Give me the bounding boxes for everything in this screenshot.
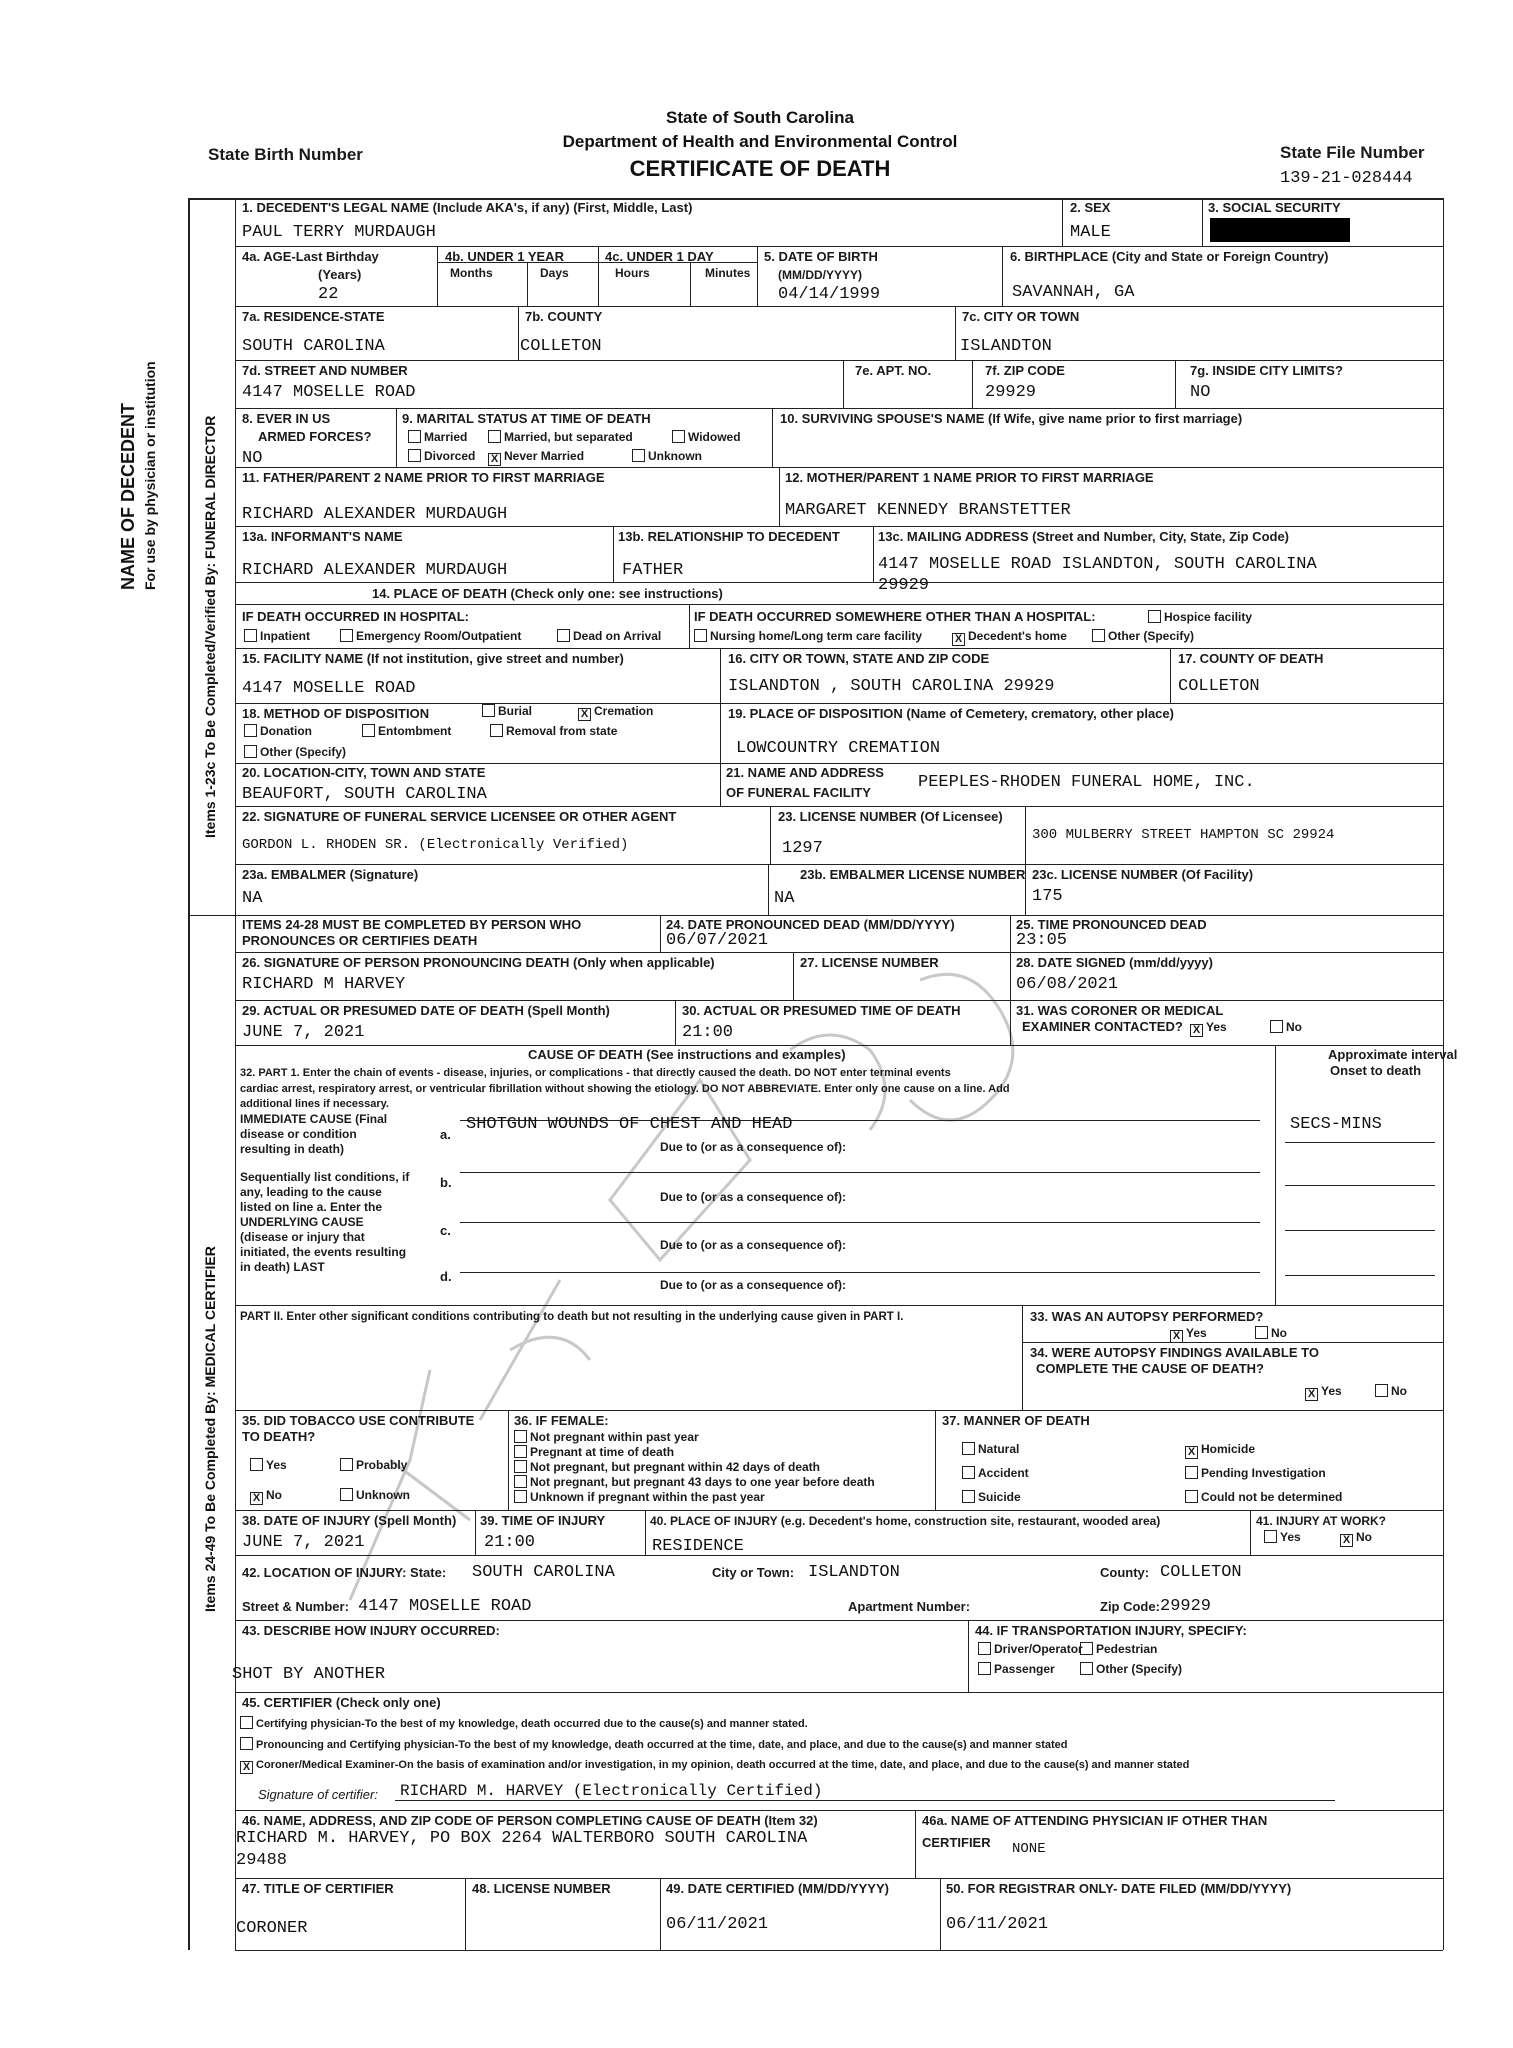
sequential-4: UNDERLYING CAUSE (240, 1215, 364, 1229)
certifier-signature: RICHARD M. HARVEY (Electronically Certified) (400, 1782, 823, 1800)
part1-line2: cardiac arrest, respiratory arrest, or ventricular fibrillation without showing the etiology. DO NOT ABBREVIATE. Enter only one cause on a line. Add (240, 1083, 1010, 1095)
manner-accident[interactable]: Accident (962, 1466, 1029, 1480)
residence-state: SOUTH CAROLINA (242, 337, 385, 356)
f23a-label: 23a. EMBALMER (Signature) (242, 867, 419, 882)
certifier-opt-2[interactable]: Pronouncing and Certifying physician-To the best of my knowledge, death occurred at the time, date, and place, and due to the cause(s) and manner stated (240, 1737, 1068, 1752)
attending-physician: NONE (1012, 1841, 1046, 1857)
residence-city: ISLANDTON (960, 337, 1052, 356)
relationship-value: FATHER (622, 561, 684, 580)
f4b-months: Months (450, 266, 493, 280)
part2-label: PART II. Enter other significant conditions contributing to death but not resulting in the underlying cause given in PART I. (240, 1311, 904, 1323)
f25-label: 25. TIME PRONOUNCED DEAD (1016, 917, 1207, 932)
f37-label: 37. MANNER OF DEATH (942, 1413, 1090, 1428)
f43-label: 43. DESCRIBE HOW INJURY OCCURRED: (242, 1623, 500, 1638)
f49-label: 49. DATE CERTIFIED (MM/DD/YYYY) (666, 1881, 889, 1896)
pod-other[interactable]: Other (Specify) (1092, 629, 1194, 643)
cause-completer: RICHARD M. HARVEY, PO BOX 2264 WALTERBORO SOUTH CAROLINA (236, 1829, 808, 1848)
f50-label: 50. FOR REGISTRAR ONLY- DATE FILED (MM/DD/YYYY) (946, 1881, 1292, 1896)
mailing-address-zip: 29929 (878, 576, 930, 595)
f23c-label: 23c. LICENSE NUMBER (Of Facility) (1032, 867, 1254, 882)
part1-line3: additional lines if necessary. (240, 1098, 389, 1110)
f41-label: 41. INJURY AT WORK? (1256, 1514, 1387, 1528)
f28-label: 28. DATE SIGNED (mm/dd/yyyy) (1016, 955, 1213, 970)
f7b-label: 7b. COUNTY (525, 309, 603, 324)
transport-pedestrian[interactable]: Pedestrian (1080, 1642, 1157, 1656)
cause-line-a: SHOTGUN WOUNDS OF CHEST AND HEAD (466, 1115, 793, 1134)
f46a-label2: CERTIFIER (922, 1835, 991, 1850)
disp-removal[interactable]: Removal from state (490, 724, 617, 738)
side-for-use: For use by physician or institution (142, 361, 158, 590)
county-of-death: COLLETON (1178, 677, 1260, 696)
disp-burial[interactable]: Burial (482, 704, 532, 718)
f23b-label: 23b. EMBALMER LICENSE NUMBER (800, 867, 1026, 882)
state-file-number-label: State File Number (1280, 143, 1425, 162)
side-funeral-director: Items 1-23c To Be Completed/Verified By: FUNERAL DIRECTOR (202, 415, 218, 838)
injury-zip-label: Zip Code: (1100, 1599, 1160, 1614)
ssn-redaction (1210, 218, 1350, 242)
licensee-number: 1297 (782, 839, 823, 858)
f14-label: 14. PLACE OF DEATH (Check only one: see instructions) (372, 586, 723, 601)
f7d-label: 7d. STREET AND NUMBER (242, 363, 408, 378)
residence-zip: 29929 (985, 383, 1037, 402)
disp-other[interactable]: Other (Specify) (244, 745, 346, 759)
f20-label: 20. LOCATION-CITY, TOWN AND STATE (242, 765, 486, 780)
f3-label: 3. SOCIAL SECURITY (1208, 200, 1341, 215)
immediate-cause-3: resulting in death) (240, 1142, 345, 1156)
immediate-cause-1: IMMEDIATE CAUSE (Final (240, 1112, 388, 1126)
injury-description: SHOT BY ANOTHER (232, 1665, 386, 1684)
f4c-minutes: Minutes (705, 266, 751, 280)
f21-label2: OF FUNERAL FACILITY (726, 785, 871, 800)
f48-label: 48. LICENSE NUMBER (472, 1881, 611, 1896)
f4b-label: 4b. UNDER 1 YEAR (445, 249, 564, 264)
pod-nursing-home[interactable]: Nursing home/Long term care facility (694, 629, 922, 643)
f23-label: 23. LICENSE NUMBER (Of Licensee) (778, 809, 1003, 824)
f5-label: 5. DATE OF BIRTH (764, 249, 878, 264)
transport-other[interactable]: Other (Specify) (1080, 1662, 1182, 1676)
f15-label: 15. FACILITY NAME (If not institution, give street and number) (242, 651, 624, 666)
sequential-3: listed on line a. Enter the (240, 1200, 383, 1214)
f45-label: 45. CERTIFIER (Check only one) (242, 1695, 441, 1710)
state-birth-number-label: State Birth Number (208, 145, 363, 164)
transport-passenger[interactable]: Passenger (978, 1662, 1055, 1676)
funeral-licensee-signature: GORDON L. RHODEN SR. (Electronically Verified) (242, 837, 629, 853)
female-opt-4[interactable]: Not pregnant, but pregnant 43 days to one year before death (514, 1475, 875, 1489)
residence-street: 4147 MOSELLE ROAD (242, 383, 416, 402)
pod-inpatient[interactable]: Inpatient (244, 629, 310, 643)
facility-name: 4147 MOSELLE ROAD (242, 679, 416, 698)
f31-label: 31. WAS CORONER OR MEDICAL (1016, 1003, 1224, 1018)
f8-label: 8. EVER IN US (242, 411, 331, 426)
female-opt-2[interactable]: Pregnant at time of death (514, 1445, 674, 1459)
autopsy-findings-yes[interactable]: X Yes (1305, 1384, 1342, 1401)
certifier-title: CORONER (236, 1919, 308, 1938)
injury-at-work-yes[interactable]: Yes (1264, 1530, 1301, 1544)
marital-divorced[interactable]: Divorced (408, 449, 475, 463)
f27-label: 27. LICENSE NUMBER (800, 955, 939, 970)
f7e-label: 7e. APT. NO. (855, 363, 932, 378)
f24-label: 24. DATE PRONOUNCED DEAD (MM/DD/YYYY) (666, 917, 955, 932)
f33-label: 33. WAS AN AUTOPSY PERFORMED? (1030, 1309, 1264, 1324)
date-of-injury: JUNE 7, 2021 (242, 1533, 365, 1552)
pod-doa[interactable]: Dead on Arrival (557, 629, 661, 643)
f19-label: 19. PLACE OF DISPOSITION (Name of Cemetery, crematory, other place) (728, 706, 1174, 721)
f7a-label: 7a. RESIDENCE-STATE (242, 309, 385, 324)
cause-title: CAUSE OF DEATH (See instructions and examples) (528, 1047, 846, 1062)
certifier-opt-3[interactable]: X Coroner/Medical Examiner-On the basis of examination and/or investigation, in my opinion, death occurred at the time, date, and place, and due to the cause(s) and manner stated (240, 1758, 1189, 1774)
side-medical-certifier: Items 24-49 To Be Completed By: MEDICAL CERTIFIER (202, 1246, 218, 1612)
manner-suicide[interactable]: Suicide (962, 1490, 1021, 1504)
f14-hospital-label: IF DEATH OCCURRED IN HOSPITAL: (242, 609, 470, 624)
state-file-number: 139-21-028444 (1280, 169, 1413, 188)
cause-interval-label2: Onset to death (1330, 1063, 1422, 1078)
coroner-contacted-yes[interactable]: X Yes (1190, 1020, 1227, 1037)
date-filed: 06/11/2021 (946, 1915, 1049, 1934)
place-of-injury: RESIDENCE (652, 1537, 744, 1556)
female-opt-3[interactable]: Not pregnant, but pregnant within 42 days of death (514, 1460, 820, 1474)
transport-driver[interactable]: Driver/Operator (978, 1642, 1083, 1656)
autopsy-yes[interactable]: X Yes (1170, 1326, 1207, 1343)
date-certified: 06/11/2021 (666, 1915, 769, 1934)
pod-decedents-home[interactable]: X Decedent's home (952, 629, 1067, 646)
certifier-opt-1[interactable]: Certifying physician-To the best of my knowledge, death occurred due to the cause(s) and manner stated. (240, 1716, 808, 1731)
mailing-address: 4147 MOSELLE ROAD ISLANDTON, SOUTH CAROLINA (878, 555, 1317, 574)
embalmer-value: NA (242, 889, 263, 908)
f42-label: 42. LOCATION OF INJURY: State: (242, 1565, 447, 1580)
pod-hospice[interactable]: Hospice facility (1148, 610, 1252, 624)
f22-label: 22. SIGNATURE OF FUNERAL SERVICE LICENSEE OR OTHER AGENT (242, 809, 677, 824)
sex-value: MALE (1070, 223, 1111, 242)
immediate-cause-2: disease or condition (240, 1127, 357, 1141)
sequential-5: (disease or injury that (240, 1230, 365, 1244)
marital-unknown[interactable]: Unknown (632, 449, 702, 463)
female-opt-1[interactable]: Not pregnant within past year (514, 1430, 699, 1444)
father-name: RICHARD ALEXANDER MURDAUGH (242, 505, 508, 524)
disp-cremation[interactable]: X Cremation (578, 704, 653, 721)
f2-label: 2. SEX (1070, 200, 1111, 215)
f5-label2: (MM/DD/YYYY) (778, 268, 862, 282)
tobacco-no[interactable]: X No (250, 1488, 282, 1505)
residence-county: COLLETON (520, 337, 602, 356)
f18-label: 18. METHOD OF DISPOSITION (242, 706, 430, 721)
header-department: Department of Health and Environmental Control (562, 132, 958, 151)
f13b-label: 13b. RELATIONSHIP TO DECEDENT (618, 529, 840, 544)
f21-label: 21. NAME AND ADDRESS (726, 765, 884, 780)
marital-widowed[interactable]: Widowed (672, 430, 741, 444)
mother-name: MARGARET KENNEDY BRANSTETTER (785, 501, 1071, 520)
f47-label: 47. TITLE OF CERTIFIER (242, 1881, 394, 1896)
tobacco-unknown[interactable]: Unknown (340, 1488, 410, 1502)
f36-label: 36. IF FEMALE: (514, 1413, 609, 1428)
time-pronounced-dead: 23:05 (1016, 931, 1068, 950)
cause-letter-a: a. (440, 1127, 451, 1142)
dob-value: 04/14/1999 (778, 285, 881, 304)
informant-name: RICHARD ALEXANDER MURDAUGH (242, 561, 508, 580)
time-of-injury: 21:00 (484, 1533, 536, 1552)
funeral-facility-address: 300 MULBERRY STREET HAMPTON SC 29924 (1032, 827, 1335, 843)
place-of-disposition: LOWCOUNTRY CREMATION (736, 739, 941, 758)
f10-label: 10. SURVIVING SPOUSE'S NAME (If Wife, give name prior to first marriage) (780, 411, 1243, 426)
time-of-death: 21:00 (682, 1023, 734, 1042)
f11-label: 11. FATHER/PARENT 2 NAME PRIOR TO FIRST MARRIAGE (242, 470, 605, 485)
female-opt-5[interactable]: Unknown if pregnant within the past year (514, 1490, 765, 1504)
interval-line-a: SECS-MINS (1290, 1115, 1382, 1134)
f31-label2: EXAMINER CONTACTED? (1022, 1019, 1183, 1034)
cause-letter-b: b. (440, 1175, 452, 1190)
f12-label: 12. MOTHER/PARENT 1 NAME PRIOR TO FIRST MARRIAGE (785, 470, 1154, 485)
certifier-signature-label: Signature of certifier: (258, 1787, 378, 1802)
f1-label: 1. DECEDENT'S LEGAL NAME (Include AKA's, if any) (First, Middle, Last) (242, 200, 693, 215)
cause-letter-c: c. (440, 1223, 451, 1238)
f44-label: 44. IF TRANSPORTATION INJURY, SPECIFY: (975, 1623, 1247, 1638)
f46a-label: 46a. NAME OF ATTENDING PHYSICIAN IF OTHER THAN (922, 1813, 1268, 1828)
date-of-death: JUNE 7, 2021 (242, 1023, 365, 1042)
f46-label: 46. NAME, ADDRESS, AND ZIP CODE OF PERSON COMPLETING CAUSE OF DEATH (Item 32) (242, 1813, 818, 1828)
f39-label: 39. TIME OF INJURY (480, 1513, 606, 1528)
injury-city-label: City or Town: (712, 1565, 795, 1580)
injury-street-label: Street & Number: (242, 1599, 349, 1614)
f4a-label2: (Years) (318, 267, 362, 282)
tobacco-yes[interactable]: Yes (250, 1458, 287, 1472)
due-to-4: Due to (or as a consequence of): (660, 1278, 847, 1292)
disposition-location: BEAUFORT, SOUTH CAROLINA (242, 785, 487, 804)
side-name-of-decedent: NAME OF DECEDENT (118, 402, 138, 590)
autopsy-no[interactable]: No (1255, 1326, 1287, 1340)
injury-at-work-no[interactable]: X No (1340, 1530, 1372, 1547)
injury-county: COLLETON (1160, 1563, 1242, 1582)
manner-pending[interactable]: Pending Investigation (1185, 1466, 1326, 1480)
manner-homicide[interactable]: X Homicide (1185, 1442, 1255, 1459)
due-to-3: Due to (or as a consequence of): (660, 1238, 847, 1252)
f4b-days: Days (540, 266, 569, 280)
date-signed: 06/08/2021 (1016, 975, 1119, 994)
autopsy-findings-no[interactable]: No (1375, 1384, 1407, 1398)
coroner-contacted-no[interactable]: No (1270, 1020, 1302, 1034)
birthplace-value: SAVANNAH, GA (1012, 283, 1135, 302)
marital-never-married[interactable]: X Never Married (488, 449, 584, 466)
death-city-state-zip: ISLANDTON , SOUTH CAROLINA 29929 (728, 677, 1055, 696)
part1-line1: 32. PART 1. Enter the chain of events - disease, injuries, or complications - that directly caused the death. DO NOT enter terminal events (240, 1067, 951, 1079)
due-to-2: Due to (or as a consequence of): (660, 1190, 847, 1204)
f24-note-1: ITEMS 24-28 MUST BE COMPLETED BY PERSON WHO (242, 917, 582, 932)
sequential-2: any, leading to the cause (240, 1185, 382, 1199)
f17-label: 17. COUNTY OF DEATH (1178, 651, 1324, 666)
disp-donation[interactable]: Donation (244, 724, 312, 738)
injury-county-label: County: (1100, 1565, 1150, 1580)
sequential-1: Sequentially list conditions, if (240, 1170, 410, 1184)
tobacco-probably[interactable]: Probably (340, 1458, 407, 1472)
injury-street: 4147 MOSELLE ROAD (358, 1597, 532, 1616)
f24-note-2: PRONOUNCES OR CERTIFIES DEATH (242, 933, 478, 948)
injury-city: ISLANDTON (808, 1563, 900, 1582)
f35-label2: TO DEATH? (242, 1429, 316, 1444)
f35-label: 35. DID TOBACCO USE CONTRIBUTE (242, 1413, 475, 1428)
f7f-label: 7f. ZIP CODE (985, 363, 1065, 378)
header-title: CERTIFICATE OF DEATH (629, 156, 891, 181)
cause-completer-zip: 29488 (236, 1851, 288, 1870)
funeral-facility-name: PEEPLES-RHODEN FUNERAL HOME, INC. (918, 773, 1255, 792)
armed-forces-value: NO (242, 449, 263, 468)
f13c-label: 13c. MAILING ADDRESS (Street and Number, City, State, Zip Code) (878, 529, 1290, 544)
f16-label: 16. CITY OR TOWN, STATE AND ZIP CODE (728, 651, 990, 666)
f4c-label: 4c. UNDER 1 DAY (605, 249, 714, 264)
f14-other-label: IF DEATH OCCURRED SOMEWHERE OTHER THAN A HOSPITAL: (694, 609, 1096, 624)
injury-state: SOUTH CAROLINA (472, 1563, 615, 1582)
f8-label2: ARMED FORCES? (258, 429, 372, 444)
f26-label: 26. SIGNATURE OF PERSON PRONOUNCING DEATH (Only when applicable) (242, 955, 715, 970)
header-state: State of South Carolina (666, 108, 854, 127)
f30-label: 30. ACTUAL OR PRESUMED TIME OF DEATH (682, 1003, 961, 1018)
f34-label: 34. WERE AUTOPSY FINDINGS AVAILABLE TO (1030, 1345, 1319, 1360)
disp-entombment[interactable]: Entombment (362, 724, 451, 738)
f29-label: 29. ACTUAL OR PRESUMED DATE OF DEATH (Spell Month) (242, 1003, 610, 1018)
embalmer-license: NA (774, 889, 795, 908)
facility-license: 175 (1032, 887, 1063, 906)
f40-label: 40. PLACE OF INJURY (e.g. Decedent's home, construction site, restaurant, wooded area) (650, 1514, 1161, 1528)
manner-natural[interactable]: Natural (962, 1442, 1019, 1456)
f38-label: 38. DATE OF INJURY (Spell Month) (242, 1513, 457, 1528)
f4a-label: 4a. AGE-Last Birthday (242, 249, 379, 264)
marital-married[interactable]: Married (408, 430, 467, 444)
f13a-label: 13a. INFORMANT'S NAME (242, 529, 403, 544)
sequential-6: initiated, the events resulting (240, 1245, 407, 1259)
cause-interval-label: Approximate interval (1328, 1047, 1458, 1062)
inside-city-limits: NO (1190, 383, 1211, 402)
due-to-1: Due to (or as a consequence of): (660, 1140, 847, 1154)
decedent-name: PAUL TERRY MURDAUGH (242, 223, 436, 242)
f7c-label: 7c. CITY OR TOWN (962, 309, 1080, 324)
pod-emergency[interactable]: Emergency Room/Outpatient (340, 629, 521, 643)
sequential-7: in death) LAST (240, 1260, 325, 1274)
manner-undetermined[interactable]: Could not be determined (1185, 1490, 1342, 1504)
f6-label: 6. BIRTHPLACE (City and State or Foreign Country) (1010, 249, 1329, 264)
date-pronounced-dead: 06/07/2021 (666, 931, 769, 950)
marital-separated[interactable]: Married, but separated (488, 430, 633, 444)
f34-label2: COMPLETE THE CAUSE OF DEATH? (1036, 1361, 1264, 1376)
injury-apt-label: Apartment Number: (848, 1599, 971, 1614)
f4c-hours: Hours (615, 266, 650, 280)
cause-letter-d: d. (440, 1269, 452, 1284)
f9-label: 9. MARITAL STATUS AT TIME OF DEATH (402, 411, 651, 426)
age-value: 22 (318, 285, 339, 304)
pronouncer-signature: RICHARD M HARVEY (242, 975, 406, 994)
injury-zip: 29929 (1160, 1597, 1212, 1616)
f7g-label: 7g. INSIDE CITY LIMITS? (1190, 363, 1343, 378)
